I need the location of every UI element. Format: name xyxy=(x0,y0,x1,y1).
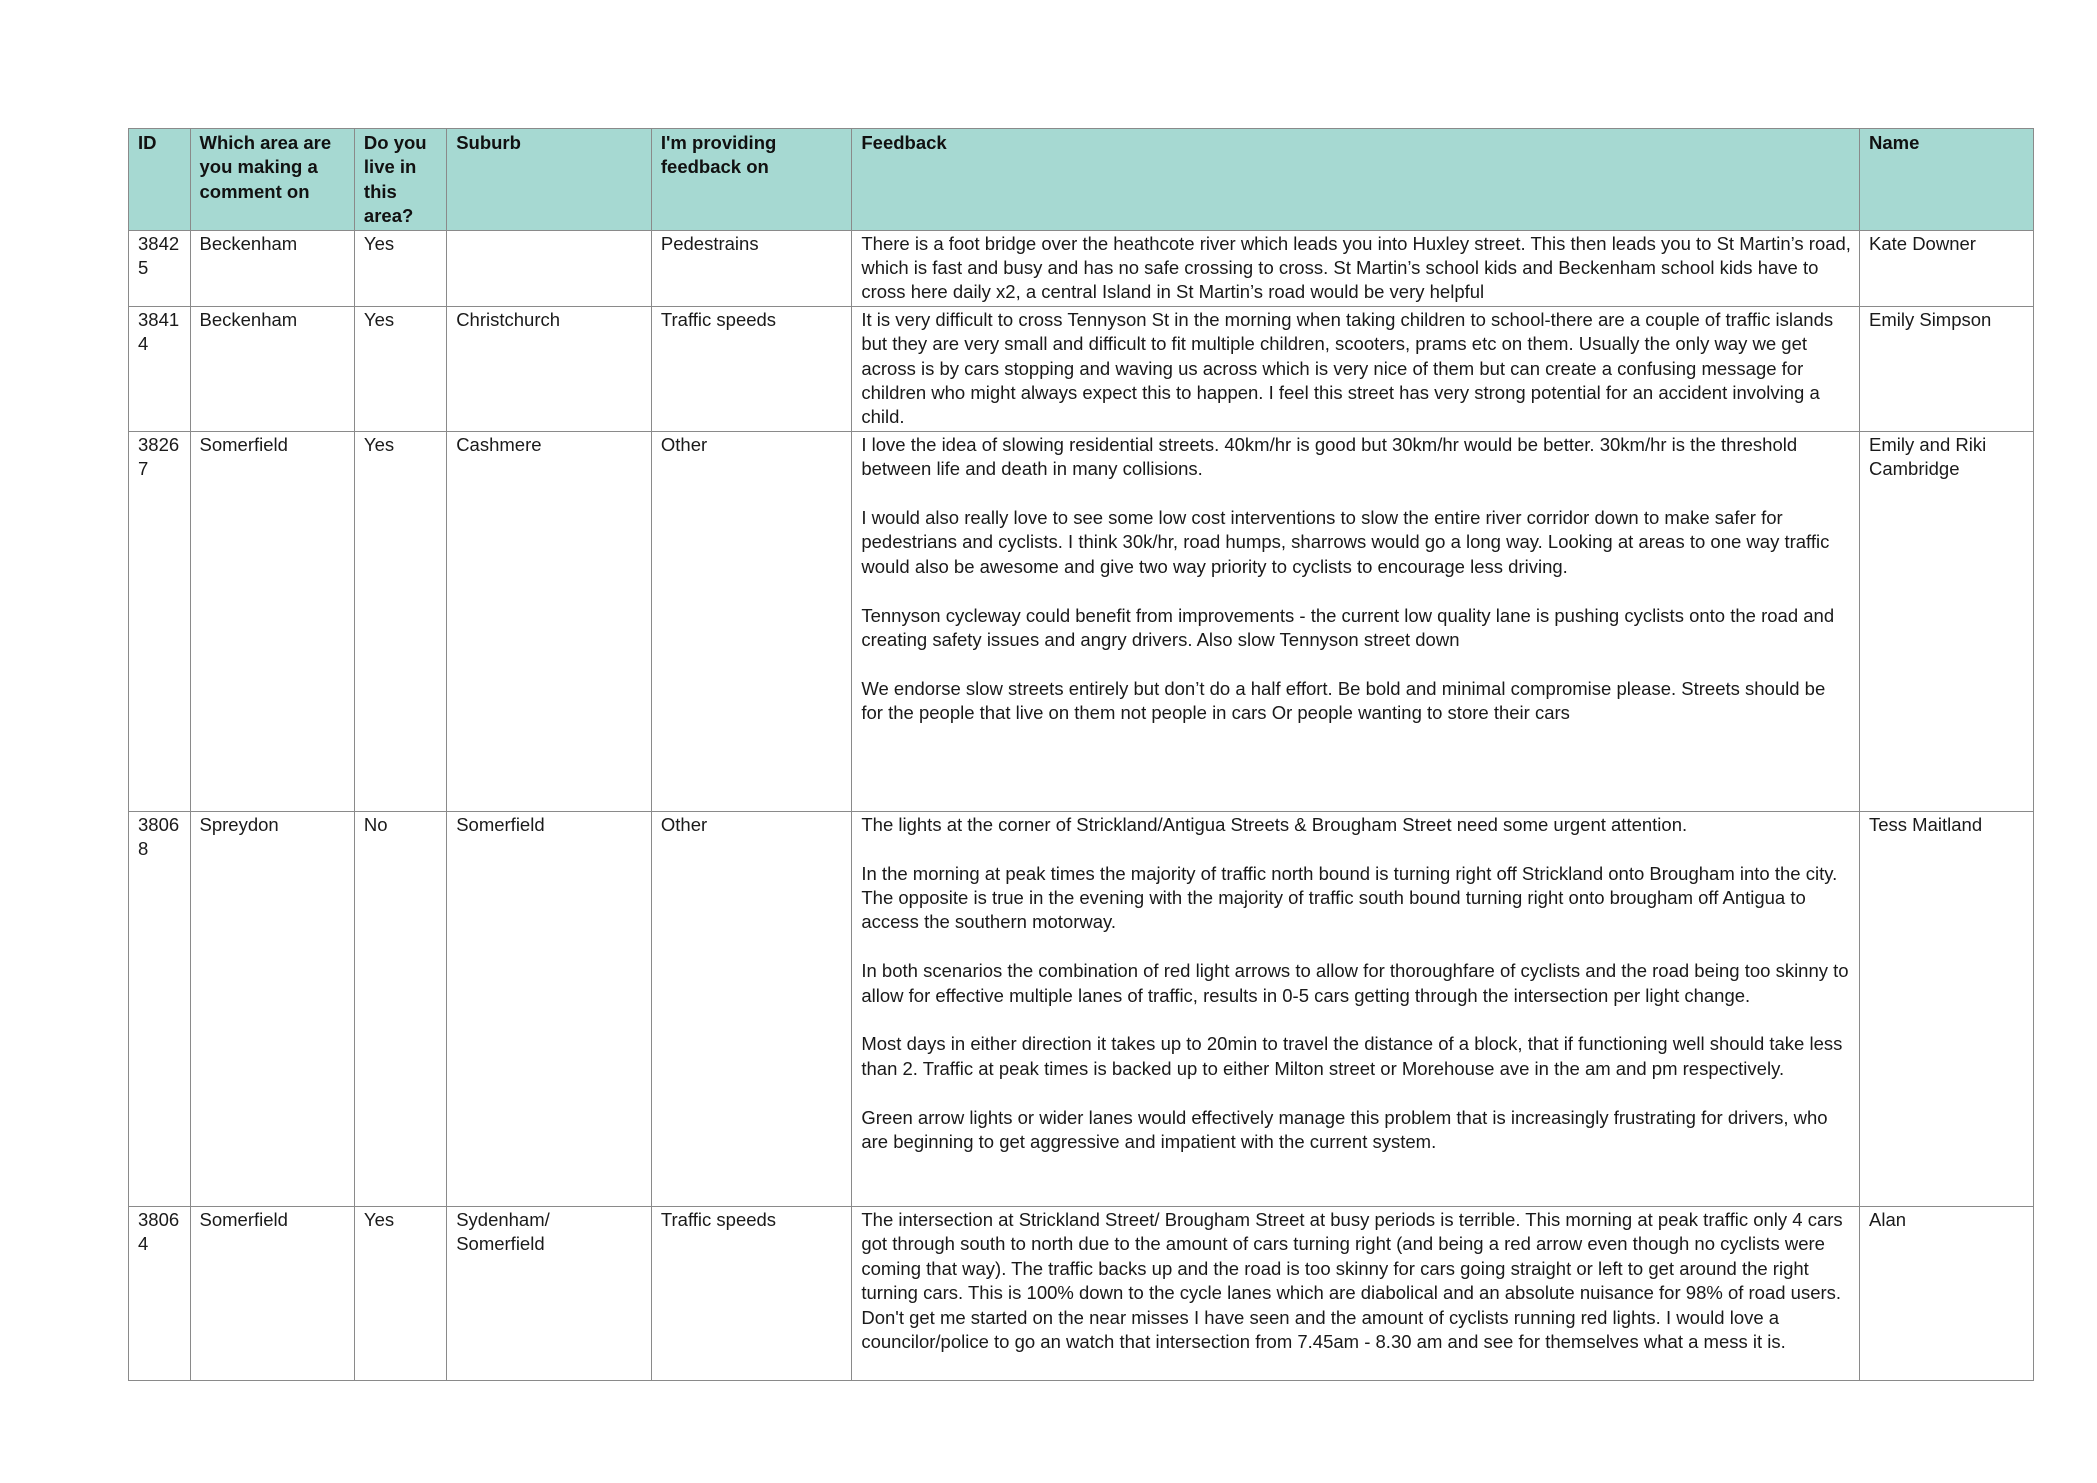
cell-id: 38064 xyxy=(129,1206,191,1380)
cell-topic: Other xyxy=(651,431,851,811)
cell-id: 38068 xyxy=(129,811,191,1206)
header-area: Which area are you making a comment on xyxy=(190,129,354,231)
feedback-paragraph: We endorse slow streets entirely but don’t do a half effort. Be bold and minimal compromise please. Streets should be for the people that live on them not people in cars Or people wanting to store their cars xyxy=(861,677,1826,724)
feedback-paragraph: Green arrow lights or wider lanes would effectively manage this problem that is increasingly frustrating for drivers, who are beginning to get aggressive and impatient with the current system. xyxy=(861,1106,1828,1153)
cell-name: Emily and Riki Cambridge xyxy=(1860,431,2034,811)
header-feedback: Feedback xyxy=(852,129,1860,231)
cell-id: 38414 xyxy=(129,306,191,431)
cell-suburb: Somerfield xyxy=(447,811,652,1206)
feedback-paragraph: In the morning at peak times the majority of traffic north bound is turning right off Strickland onto Brougham into the city. The opposite is true in the evening with the majority of traffic south bound turning right onto brougham off Antigua to access the southern motorway. xyxy=(861,862,1838,933)
feedback-paragraph: It is very difficult to cross Tennyson St in the morning when taking children to school-there are a couple of traffic islands but they are very small and difficult to fit multiple children, scooters, prams etc on them. Usually the only way we get across is by cars stopping and waving us across which is very nice of them but can create a confusing message for children who might always expect this to happen. I feel this street has very strong potential for an accident involving a child. xyxy=(861,308,1834,428)
feedback-paragraph: The lights at the corner of Strickland/Antigua Streets & Brougham Street need some urgent attention. xyxy=(861,813,1688,835)
feedback-paragraph: The intersection at Strickland Street/ Brougham Street at busy periods is terrible. This morning at peak traffic only 4 cars got through south to north due to the amount of cars turning right (and being a red arrow even though no cyclists were coming that way). The traffic backs up and the road is too skinny for cars going straight or left to get around the right turning cars. This is 100% down to the cycle lanes which are diabolical and an absolute nuisance for 98% of road users. Don't get me started on the near misses I have seen and the amount of cyclists running red lights. I would love a councilor/police to go an watch that intersection from 7.45am - 8.30 am and see for themselves what a mess it is. xyxy=(861,1208,1843,1352)
header-id: ID xyxy=(129,129,191,231)
cell-name: Emily Simpson xyxy=(1860,306,2034,431)
table-row xyxy=(129,811,2034,1206)
cell-area: Somerfield xyxy=(190,431,354,811)
feedback-paragraph: I love the idea of slowing residential streets. 40km/hr is good but 30km/hr would be better. 30km/hr is the threshold between life and death in many collisions. xyxy=(861,433,1798,480)
cell-area: Somerfield xyxy=(190,1206,354,1380)
table-row xyxy=(129,230,2034,306)
cell-name: Tess Maitland xyxy=(1860,811,2034,1206)
cell-area: Spreydon xyxy=(190,811,354,1206)
cell-suburb: Sydenham/ Somerfield xyxy=(447,1206,652,1380)
cell-id: 38267 xyxy=(129,431,191,811)
cell-topic: Traffic speeds xyxy=(651,1206,851,1380)
cell-name: Kate Downer xyxy=(1860,230,2034,306)
cell-feedback xyxy=(852,811,1860,1206)
cell-area: Beckenham xyxy=(190,230,354,306)
cell-feedback xyxy=(852,431,1860,811)
feedback-table xyxy=(128,128,2034,1381)
cell-live: Yes xyxy=(354,431,446,811)
cell-feedback xyxy=(852,1206,1860,1380)
cell-live: Yes xyxy=(354,230,446,306)
header-name: Name xyxy=(1860,129,2034,231)
table-row xyxy=(129,306,2034,431)
document-page xyxy=(128,128,2034,1381)
cell-id: 38425 xyxy=(129,230,191,306)
cell-suburb: Cashmere xyxy=(447,431,652,811)
header-row xyxy=(129,129,2034,231)
feedback-paragraph: Tennyson cycleway could benefit from improvements - the current low quality lane is pushing cyclists onto the road and creating safety issues and angry drivers. Also slow Tennyson street down xyxy=(861,604,1835,651)
table-row xyxy=(129,431,2034,811)
feedback-paragraph: There is a foot bridge over the heathcote river which leads you into Huxley street. This then leads you to St Martin’s road, which is fast and busy and has no safe crossing to cross. St Martin’s school kids and Beckenham school kids have to cross here daily x2, a central Island in St Martin’s road would be very helpful xyxy=(861,232,1851,303)
cell-live: No xyxy=(354,811,446,1206)
cell-feedback xyxy=(852,230,1860,306)
feedback-paragraph: I would also really love to see some low cost interventions to slow the entire river corridor down to make safer for pedestrians and cyclists. I think 30k/hr, road humps, sharrows would go a long way. Looking at areas to one way traffic would also be awesome and give two way priority to cyclists to encourage less driving. xyxy=(861,507,1830,577)
cell-suburb: Christchurch xyxy=(447,306,652,431)
cell-name: Alan xyxy=(1860,1206,2034,1380)
feedback-paragraph: In both scenarios the combination of red light arrows to allow for thoroughfare of cyclists and the road being too skinny to allow for effective multiple lanes of traffic, results in 0-5 cars getting through the intersection per light change. xyxy=(861,960,1849,1006)
cell-area: Beckenham xyxy=(190,306,354,431)
cell-feedback xyxy=(852,306,1860,431)
cell-topic: Other xyxy=(651,811,851,1206)
table-row xyxy=(129,1206,2034,1380)
header-live: Do you live in this area? xyxy=(354,129,446,231)
table-body xyxy=(129,230,2034,1380)
cell-live: Yes xyxy=(354,1206,446,1380)
header-suburb: Suburb xyxy=(447,129,652,231)
cell-suburb xyxy=(447,230,652,306)
feedback-paragraph: Most days in either direction it takes up to 20min to travel the distance of a block, that if functioning well should take less than 2. Traffic at peak times is backed up to either Milton street or Morehouse ave in the am and pm respectively. xyxy=(861,1033,1843,1079)
cell-topic: Pedestrains xyxy=(651,230,851,306)
cell-topic: Traffic speeds xyxy=(651,306,851,431)
cell-live: Yes xyxy=(354,306,446,431)
header-topic: I'm providing feedback on xyxy=(651,129,851,231)
